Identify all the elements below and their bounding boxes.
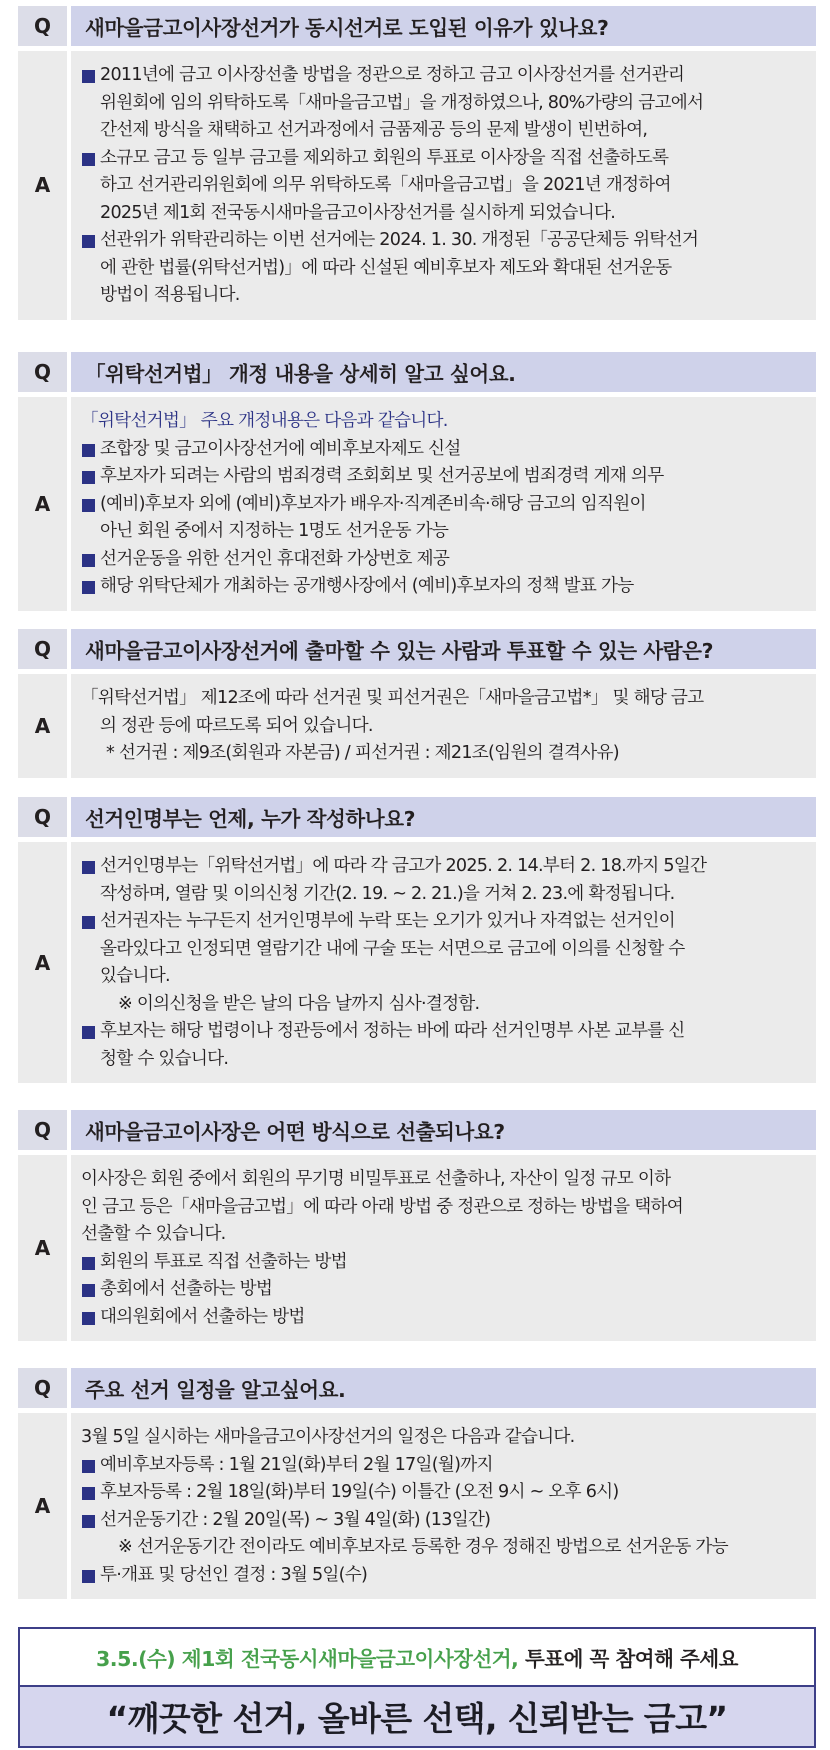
question-text: 선거인명부는 언제, 누가 작성하나요? <box>71 797 816 837</box>
answer-bullet-line: 후보자등록 : 2월 18일(화)부터 19일(수) 이틀간 (오전 9시 ~ 오후 6시) <box>81 1479 804 1507</box>
faq-block <box>18 6 816 320</box>
answer-line: 아닌 회원 중에서 지정하는 1명도 선거운동 가능 <box>100 521 449 541</box>
answer-bullet-line: 대의원회에서 선출하는 방법 <box>81 1304 804 1332</box>
answer-line: 2025년 제1회 전국동시새마을금고이사장선거를 실시하게 되었습니다. <box>100 202 616 223</box>
answer-bullet-line: 예비후보자등록 : 1월 21일(화)부터 2월 17일(월)까지 <box>81 1452 804 1480</box>
question-row <box>18 1110 816 1150</box>
answer-label: A <box>18 397 67 611</box>
answer-line: 위원회에 임의 위탁하도록「새마을금고법」을 개정하였으나, 80%가량의 금고에서 <box>100 92 704 113</box>
answer-bullet-line: 선거운동을 위한 선거인 휴대전화 가상번호 제공 <box>81 546 804 574</box>
answer-line: 청할 수 있습니다. <box>100 1048 229 1069</box>
question-label: Q <box>18 1110 67 1150</box>
answer-body <box>71 1155 816 1341</box>
answer-row <box>18 1413 816 1599</box>
answer-bullet-line: 후보자는 해당 법령이나 정관등에서 정하는 바에 따라 선거인명부 사본 교부를 신 <box>81 1018 804 1046</box>
answer-bullet-line: 조합장 및 금고이사장선거에 예비후보자제도 신설 <box>81 436 804 464</box>
answer-line: 이사장은 회원 중에서 회원의 무기명 비밀투표로 선출하나, 자산이 일정 규모 이하 <box>81 1169 671 1189</box>
question-row <box>18 797 816 837</box>
answer-body <box>71 397 816 611</box>
answer-label: A <box>18 842 67 1083</box>
vote-banner <box>18 1627 816 1748</box>
question-text: 「위탁선거법」 개정 내용을 상세히 알고 싶어요. <box>71 352 816 392</box>
banner-cta: 투표에 꼭 참여해 주세요 <box>525 1647 738 1671</box>
answer-row <box>18 674 816 778</box>
answer-bullet-line: 회원의 투표로 직접 선출하는 방법 <box>81 1249 804 1277</box>
question-row <box>18 6 816 46</box>
answer-line: 방법이 적용됩니다. <box>100 285 240 305</box>
answer-row <box>18 51 816 320</box>
faq-block <box>18 797 816 1083</box>
answer-line: 작성하며, 열람 및 이의신청 기간(2. 19. ~ 2. 21.)을 거쳐 2. 23.에 확정됩니다. <box>100 883 675 904</box>
banner-call-to-vote <box>18 1627 816 1687</box>
answer-bullet-line: 후보자가 되려는 사람의 범죄경력 조회회보 및 선거공보에 범죄경력 게재 의무 <box>81 463 804 491</box>
answer-bullet-line: 소규모 금고 등 일부 금고를 제외하고 회원의 투표로 이사장을 직접 선출하도록 <box>81 145 804 173</box>
answer-bullet-line: 선거운동기간 : 2월 20일(목) ~ 3월 4일(화) (13일간) <box>81 1507 804 1535</box>
answer-bullet-line: 선관위가 위탁관리하는 이번 선거에는 2024. 1. 30. 개정된「공공단체등 위탁선거 <box>81 227 804 255</box>
question-text: 주요 선거 일정을 알고싶어요. <box>71 1368 816 1408</box>
question-text: 새마을금고이사장선거가 동시선거로 도입된 이유가 있나요? <box>71 6 816 46</box>
answer-line: 올라있다고 인정되면 열람기간 내에 구술 또는 서면으로 금고에 이의를 신청할 수 <box>100 938 685 959</box>
answer-bullet-line: 선거권자는 누구든지 선거인명부에 누락 또는 오기가 있거나 자격없는 선거인이 <box>81 908 804 936</box>
answer-bullet-line: 2011년에 금고 이사장선출 방법을 정관으로 정하고 금고 이사장선거를 선거관리 <box>81 62 804 90</box>
answer-bullet-line: 선거인명부는「위탁선거법」에 따라 각 금고가 2025. 2. 14.부터 2. 18.까지 5일간 <box>81 853 804 881</box>
answer-line: ※ 선거운동기간 전이라도 예비후보자로 등록한 경우 정해진 방법으로 선거운동 가능 <box>118 1537 728 1557</box>
answer-label: A <box>18 674 67 778</box>
faq-block <box>18 1110 816 1341</box>
faq-block <box>18 352 816 611</box>
answer-line: 인 금고 등은「새마을금고법」에 따라 아래 방법 중 정관으로 정하는 방법을 택하여 <box>81 1196 683 1217</box>
question-label: Q <box>18 352 67 392</box>
answer-line: 하고 선거관리위원회에 의무 위탁하도록「새마을금고법」을 2021년 개정하여 <box>100 175 671 195</box>
question-text: 새마을금고이사장은 어떤 방식으로 선출되나요? <box>71 1110 816 1150</box>
answer-line: 「위탁선거법」 주요 개정내용은 다음과 같습니다. <box>81 411 448 431</box>
answer-label: A <box>18 51 67 320</box>
answer-label: A <box>18 1413 67 1599</box>
answer-line: 간선제 방식을 채택하고 선거과정에서 금품제공 등의 문제 발생이 빈번하여, <box>100 120 648 140</box>
answer-line: ※ 이의신청을 받은 날의 다음 날까지 심사·결정함. <box>118 993 480 1014</box>
question-row <box>18 352 816 392</box>
answer-body <box>71 674 816 778</box>
answer-row <box>18 397 816 611</box>
banner-slogan: “깨끗한 선거, 올바른 선택, 신뢰받는 금고” <box>18 1687 816 1748</box>
answer-line: 에 관한 법률(위탁선거법)」에 따라 신설된 예비후보자 제도와 확대된 선거운동 <box>100 257 672 278</box>
answer-row <box>18 1155 816 1341</box>
answer-line: * 선거권 : 제9조(회원과 자본금) / 피선거권 : 제21조(임원의 결격사유) <box>106 743 619 763</box>
answer-body <box>71 51 816 320</box>
answer-bullet-line: 총회에서 선출하는 방법 <box>81 1276 804 1304</box>
question-row <box>18 629 816 669</box>
faq-block <box>18 1368 816 1599</box>
answer-body <box>71 1413 816 1599</box>
answer-bullet-line: 투·개표 및 당선인 결정 : 3월 5일(수) <box>81 1562 804 1590</box>
answer-bullet-line: 해당 위탁단체가 개최하는 공개행사장에서 (예비)후보자의 정책 발표 가능 <box>81 573 804 601</box>
answer-line: 3월 5일 실시하는 새마을금고이사장선거의 일정은 다음과 같습니다. <box>81 1427 575 1447</box>
question-label: Q <box>18 1368 67 1408</box>
answer-line: 선출할 수 있습니다. <box>81 1224 226 1244</box>
question-label: Q <box>18 629 67 669</box>
answer-row <box>18 842 816 1083</box>
faq-block <box>18 629 816 778</box>
answer-body <box>71 842 816 1083</box>
question-label: Q <box>18 797 67 837</box>
question-text: 새마을금고이사장선거에 출마할 수 있는 사람과 투표할 수 있는 사람은? <box>71 629 816 669</box>
answer-line: 의 정관 등에 따르도록 되어 있습니다. <box>100 715 373 736</box>
banner-election-date: 3.5.(수) 제1회 전국동시새마을금고이사장선거, <box>96 1647 519 1671</box>
answer-label: A <box>18 1155 67 1341</box>
answer-line: 있습니다. <box>100 966 170 986</box>
question-label: Q <box>18 6 67 46</box>
answer-bullet-line: (예비)후보자 외에 (예비)후보자가 배우자·직계존비속·해당 금고의 임직원이 <box>81 491 804 519</box>
answer-line: 「위탁선거법」 제12조에 따라 선거권 및 피선거권은「새마을금고법*」 및 해당 금고 <box>81 688 704 708</box>
question-row <box>18 1368 816 1408</box>
